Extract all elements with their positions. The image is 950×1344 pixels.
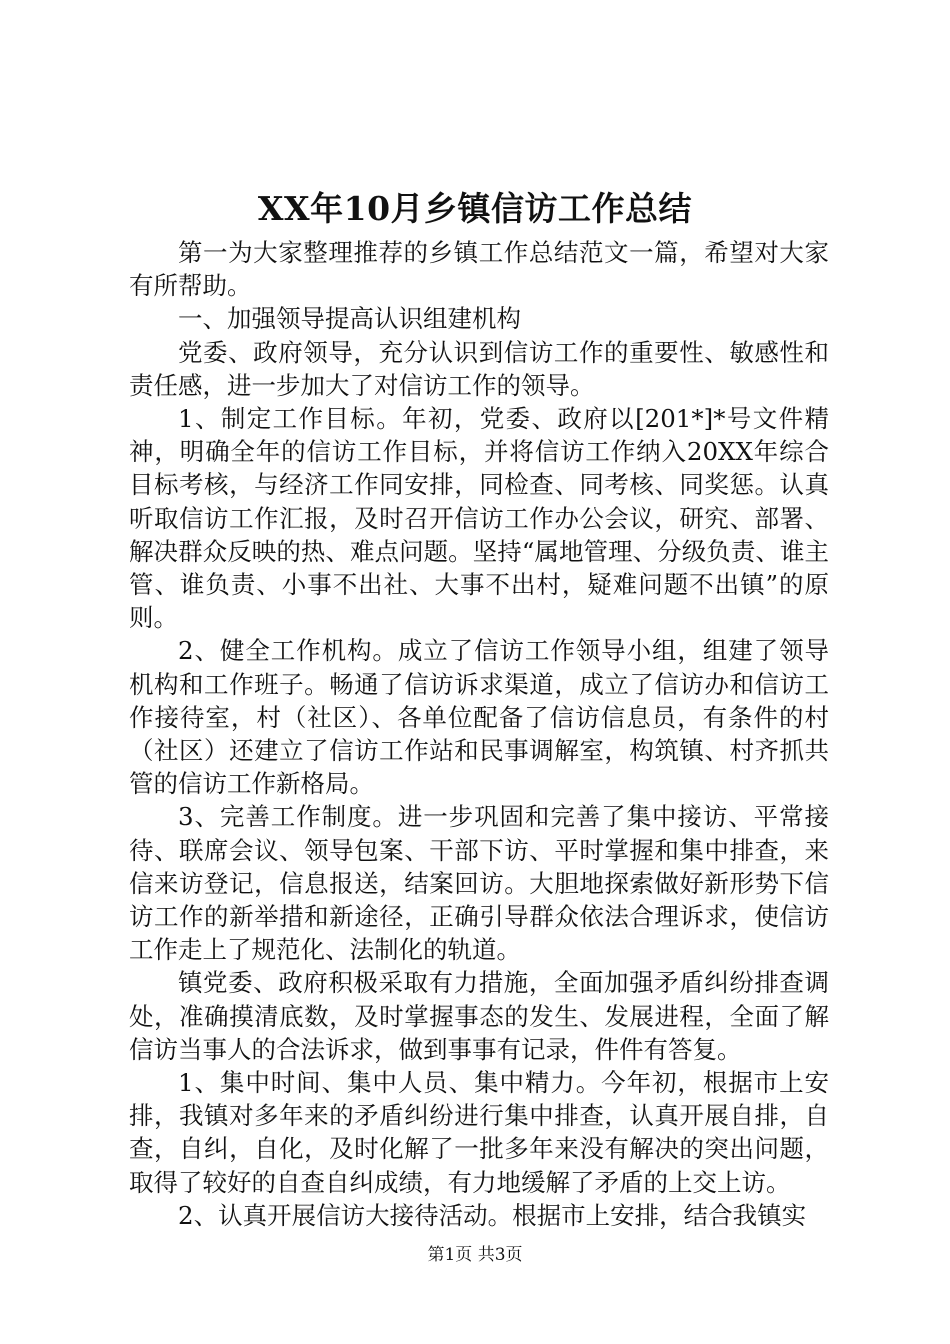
paragraph-concentration: 1、集中时间、集中人员、集中精力。今年初，根据市上安排，我镇对多年来的矛盾纠纷进行集中排查，认真开展自排，自查，自纠，自化，及时化解了一批多年来没有解决的突出问题，取得了较好的自查自纠成绩，有力地缓解了矛盾的上交上访。 (129, 1068, 829, 1197)
page-number-footer: 第1页 共3页 (427, 1245, 523, 1265)
paragraph-system: 3、完善工作制度。进一步巩固和完善了集中接访、平常接待、联席会议、领导包案、干部下访、平时掌握和集中排查，来信来访登记，信息报送，结案回访。大胆地探索做好新形势下信访工作的新举措和新途径，正确引导群众依法合理诉求，使信访工作走上了规范化、法制化的轨道。 (129, 802, 829, 965)
document-title: XX年10月乡镇信访工作总结 (257, 189, 693, 228)
document-body (129, 236, 829, 1232)
paragraph-measures: 镇党委、政府积极采取有力措施，全面加强矛盾纠纷排查调处，准确摸清底数，及时掌握事态的发生、发展进程，全面了解信访当事人的合法诉求，做到事事有记录，件件有答复。 (129, 968, 829, 1064)
paragraph-organization: 2、健全工作机构。成立了信访工作领导小组，组建了领导机构和工作班子。畅通了信访诉求渠道，成立了信访办和信访工作接待室，村（社区）、各单位配备了信访信息员，有条件的村（社区）还建立了信访工作站和民事调解室，构筑镇、村齐抓共管的信访工作新格局。 (129, 636, 829, 799)
section-heading-1: 一、加强领导提高认识组建机构 (178, 304, 521, 334)
paragraph-goals: 1、制定工作目标。年初，党委、政府以[201*]*号文件精神，明确全年的信访工作目标，并将信访工作纳入20XX年综合目标考核，与经济工作同安排，同检查、同考核、同奖惩。认真听取信访工作汇报，及时召开信访工作办公会议，研究、部署、解决群众反映的热、难点问题。坚持“属地管理、分级负责、谁主管、谁负责、小事不出社、大事不出村，疑难问题不出镇”的原则。 (129, 404, 829, 633)
paragraph-leadership: 党委、政府领导，充分认识到信访工作的重要性、敏感性和责任感，进一步加大了对信访工作的领导。 (129, 337, 829, 400)
paragraph-reception: 2、认真开展信访大接待活动。根据市上安排，结合我镇实 (178, 1200, 807, 1230)
paragraph-intro: 第一为大家整理推荐的乡镇工作总结范文一篇，希望对大家有所帮助。 (129, 238, 829, 301)
